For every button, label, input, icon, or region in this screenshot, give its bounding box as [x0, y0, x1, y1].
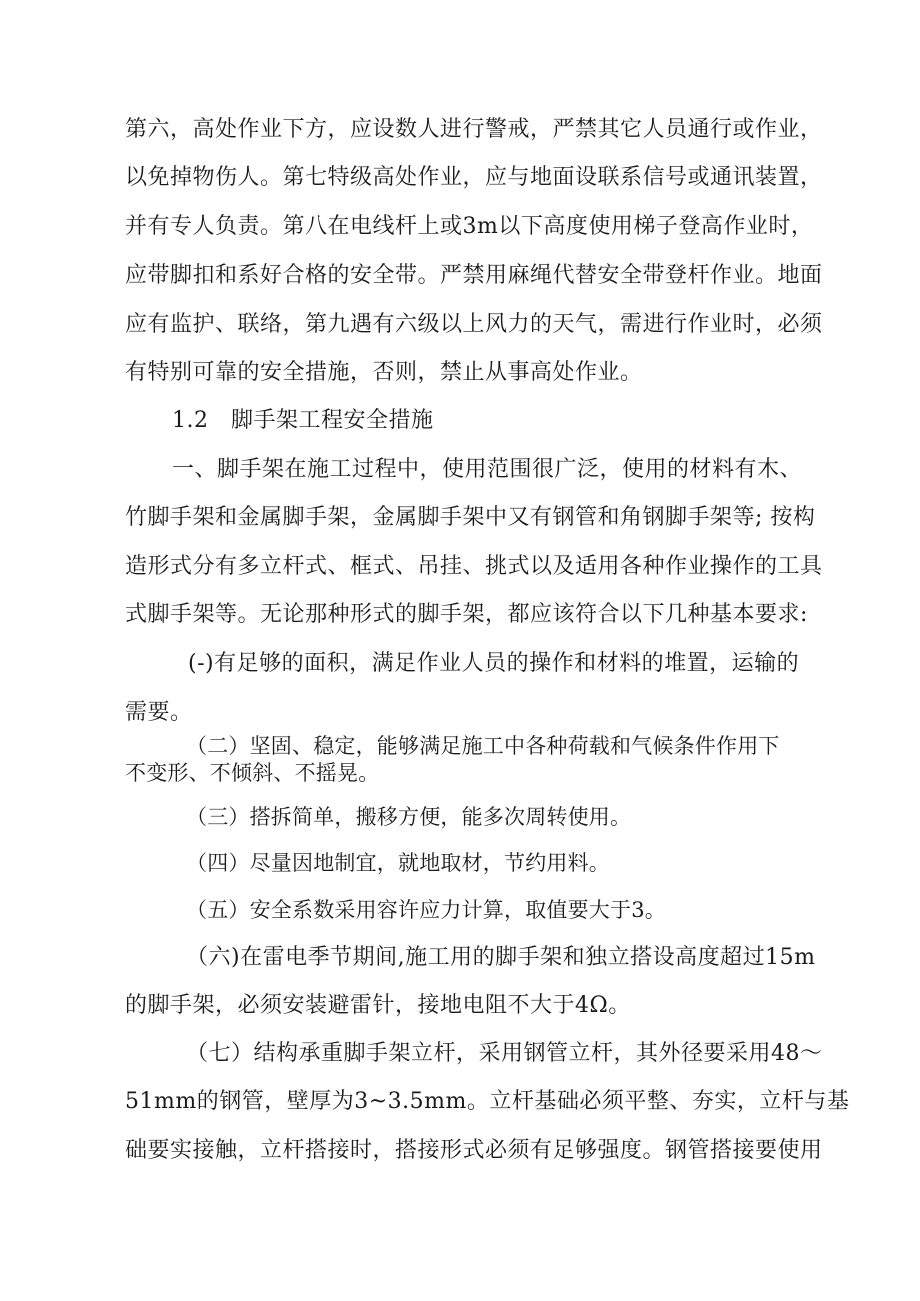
paragraph-line: 式脚手架等。无论那种形式的脚手架，都应该符合以下几种基本要求:: [125, 602, 808, 627]
paragraph-line: 并有专人负责。第八在电线杆上或3m以下高度使用梯子登高作业时，: [125, 214, 814, 239]
paragraph-line: 应带脚扣和系好合格的安全带。严禁用麻绳代替安全带登杆作业。地面: [125, 263, 823, 288]
paragraph-line: 有特别可靠的安全措施，否则，禁止从事高处作业。: [125, 360, 643, 385]
list-item-continuation: 不变形、不倾斜、不摇晃。: [125, 761, 380, 785]
list-item: （五）安全系数采用容许应力计算，取值要大于3。: [186, 898, 666, 922]
list-item-continuation: 的脚手架，必须安装避雷针，接地电阻不大于4Ω。: [125, 993, 631, 1018]
list-item: （四）尽量因地制宜，就地取材，节约用料。: [186, 851, 610, 875]
list-item: （二）坚固、稳定，能够满足施工中各种荷载和气候条件作用下: [186, 734, 780, 758]
list-item-continuation: 础要实接触，立杆搭接时，搭接形式必须有足够强度。钢管搭接要使用: [125, 1138, 823, 1163]
list-item: （六)在雷电季节期间,施工用的脚手架和独立搭设高度超过15m: [186, 945, 816, 970]
section-heading: 1.2 脚手架工程安全措施: [172, 408, 434, 433]
list-item: （三）搭拆简单，搬移方便，能多次周转使用。: [186, 805, 632, 829]
paragraph-line: 应有监护、联络，第九遇有六级以上风力的天气，需进行作业时，必须: [125, 312, 823, 337]
list-item-continuation: 51mm的钢管，壁厚为3~3.5mm。立杆基础必须平整、夯实，立杆与基: [125, 1089, 850, 1114]
paragraph-line: 一、脚手架在施工过程中，使用范围很广泛，使用的材料有木、: [172, 457, 803, 482]
paragraph-line: 第六，高处作业下方，应设数人进行警戒，严禁其它人员通行或作业，: [125, 117, 823, 142]
list-item-continuation: 需要。: [125, 700, 193, 725]
list-item: (-)有足够的面积，满足作业人员的操作和材料的堆置，运输的: [188, 651, 800, 676]
list-item: （七）结构承重脚手架立杆，采用钢管立杆，其外径要采用48〜: [186, 1041, 823, 1066]
paragraph-line: 造形式分有多立杆式、框式、吊挂、挑式以及适用各种作业操作的工具: [125, 554, 823, 579]
paragraph-line: 以免掉物伤人。第七特级高处作业，应与地面设联系信号或通讯装置，: [125, 165, 823, 190]
paragraph-line: 竹脚手架和金属脚手架，金属脚手架中又有钢管和角钢脚手架等; 按构: [125, 505, 816, 530]
